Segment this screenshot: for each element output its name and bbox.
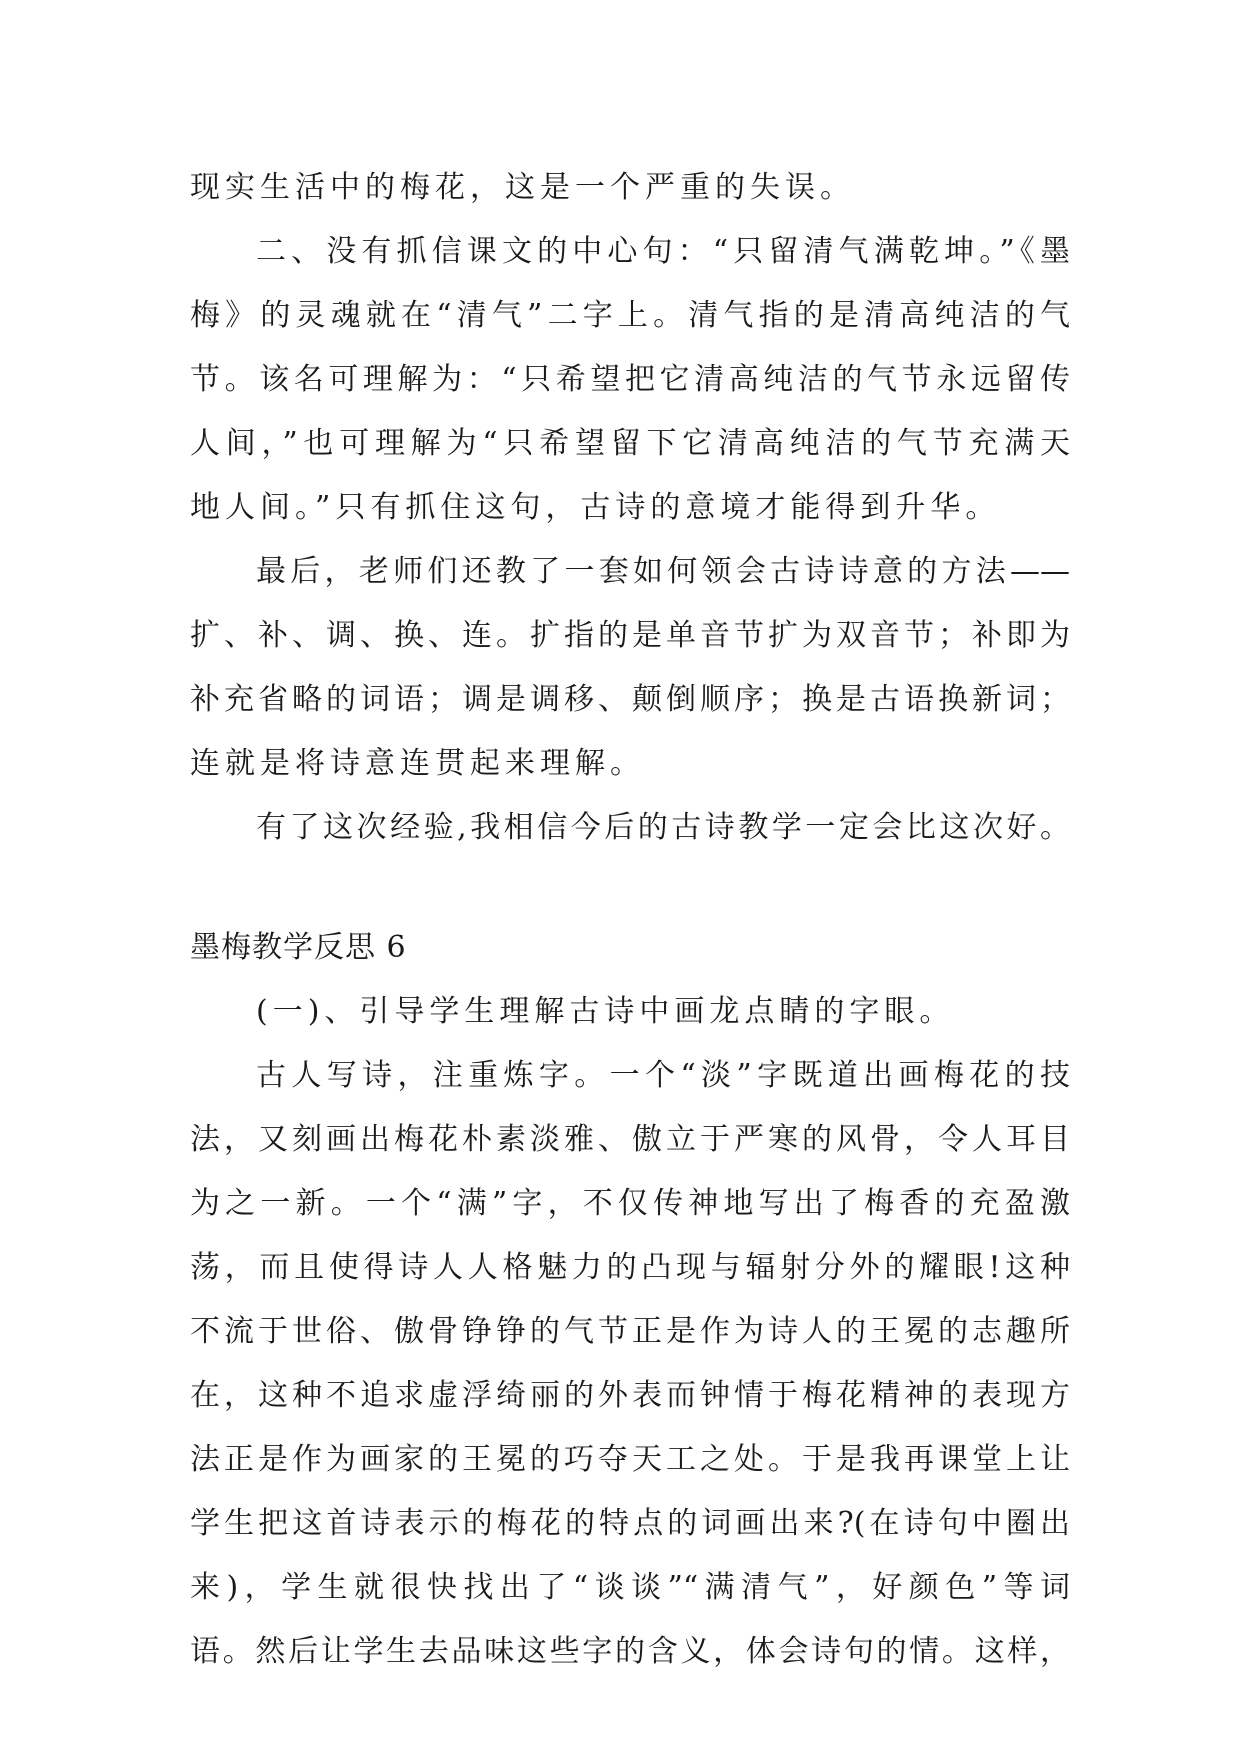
section-heading: 墨梅教学反思 6 (190, 930, 407, 965)
document-page (190, 156, 1070, 1684)
text-line: 在，这种不追求虚浮绮丽的外表而钟情于梅花精神的表现方 (190, 1378, 1070, 1413)
text-line: 梅》的灵魂就在“清气”二字上。清气指的是清高纯洁的气 (190, 298, 1070, 333)
text-line: 人间，”也可理解为“只希望留下它清高纯洁的气节充满天 (190, 426, 1070, 461)
text-line: 法，又刻画出梅花朴素淡雅、傲立于严寒的风骨，令人耳目 (190, 1122, 1070, 1157)
text-line: 不流于世俗、傲骨铮铮的气节正是作为诗人的王冕的志趣所 (190, 1314, 1070, 1349)
text-line: 二、没有抓信课文的中心句：“只留清气满乾坤。”《墨 (256, 234, 1070, 269)
text-line: 法正是作为画家的王冕的巧夺天工之处。于是我再课堂上让 (190, 1442, 1070, 1477)
text-line: 连就是将诗意连贯起来理解。 (190, 746, 645, 781)
text-line: 语。然后让学生去品味这些字的含义，体会诗句的情。这样， (190, 1634, 1070, 1669)
text-line: 来)，学生就很快找出了“谈谈”“满清气”，好颜色”等词 (190, 1570, 1070, 1605)
text-line: 学生把这首诗表示的梅花的特点的词画出来?(在诗句中圈出 (190, 1506, 1070, 1541)
text-line: 最后，老师们还教了一套如何领会古诗诗意的方法—— (256, 554, 1070, 589)
text-line: (一)、引导学生理解古诗中画龙点睛的字眼。 (256, 994, 955, 1029)
section-gap (190, 860, 1070, 916)
text-line: 有了这次经验,我相信今后的古诗教学一定会比这次好。 (256, 810, 1070, 845)
text-line: 荡，而且使得诗人人格魅力的凸现与辐射分外的耀眼!这种 (190, 1250, 1070, 1285)
text-line: 地人间。”只有抓住这句，古诗的意境才能得到升华。 (190, 490, 1001, 525)
text-line: 补充省略的词语；调是调移、颠倒顺序；换是古语换新词； (190, 682, 1070, 717)
text-line: 为之一新。一个“满”字，不仅传神地写出了梅香的充盈激 (190, 1186, 1070, 1221)
text-line: 古人写诗，注重炼字。一个“淡”字既道出画梅花的技 (256, 1058, 1070, 1093)
text-line: 扩、补、调、换、连。扩指的是单音节扩为双音节；补即为 (190, 618, 1070, 653)
text-line: 节。该名可理解为：“只希望把它清高纯洁的气节永远留传 (190, 362, 1070, 397)
text-line: 现实生活中的梅花，这是一个严重的失误。 (190, 170, 855, 205)
